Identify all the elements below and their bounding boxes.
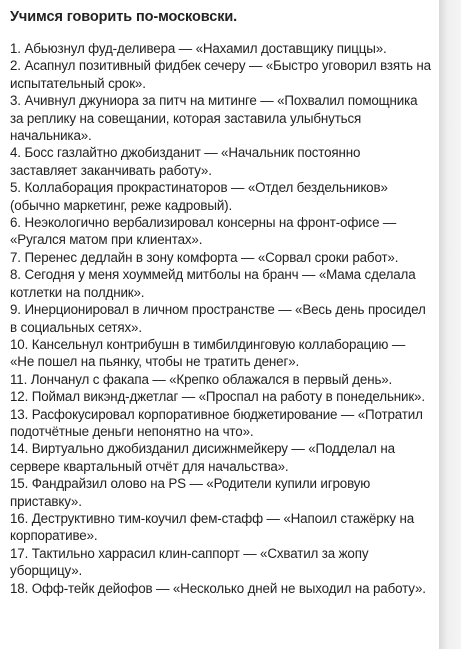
list-item: 12. Поймал викэнд-джетлаг — «Проспал на работу в понедельник». xyxy=(10,389,425,405)
page-edge-shadow xyxy=(439,0,461,649)
list-item: 6. Неэкологично вербализировал консерны на фронт-офисе — «Ругался матом при клиентах». xyxy=(10,215,397,248)
list-item: 10. Кансельнул контрибушн в тимбилдинговую коллаборацию — «Не пошел на пьянку, чтобы не тратить денег». xyxy=(10,336,406,370)
list-item: 14. Виртуально джобизданил дисижнмейкеру — «Подделал на сервере квартальный отчёт для начальства». xyxy=(10,441,395,474)
list-item: 5. Коллаборация прокрастинаторов — «Отдел бездельников» (обычно маркетинг, реже кадровый). xyxy=(10,180,388,213)
list-item: 18. Офф-тейк дейофов — «Несколько дней не выходил на работу». xyxy=(10,580,426,596)
list-item: 4. Босс газлайтно джобизданит — «Начальник постоянно заставляет заканчивать работу». xyxy=(10,145,361,178)
list-item: 11. Лончанул с факапа — «Крепко облажался в первый день». xyxy=(10,371,393,387)
list-item: 8. Сегодня у меня хоуммейд митболы на бранч — «Мама сделала котлетки на полдник». xyxy=(10,267,416,300)
list-item: 7. Перенес дедлайн в зону комфорта — «Сорвал сроки работ». xyxy=(10,249,399,265)
list-item: 15. Фандрайзил олово на PS — «Родители купили игровую приставку». xyxy=(10,476,371,509)
list-item: 3. Ачивнул джуниора за питч на митинге — «Похвалил помощника за реплику на совещании, которая заставила улыбнуться начальника». xyxy=(10,93,418,144)
phrase-list xyxy=(10,40,431,597)
list-item: 17. Тактильно харрасил клин-саппорт — «Схватил за жопу уборщицу». xyxy=(10,545,369,579)
list-item: 16. Деструктивно тим-коучил фем-стафф — «Напоил стажёрку на корпоративе». xyxy=(10,510,415,544)
list-item: 2. Асапнул позитивный фидбек сечеру — «Быстро уговорил взять на испытательный срок». xyxy=(10,58,431,91)
list-item: 13. Расфокусировал корпоративное бюджетирование — «Потратил подотчётные деньги непонятно на что». xyxy=(10,406,423,439)
list-item: 9. Инерционировал в личном пространстве — «Весь день просидел в социальных сетях». xyxy=(10,302,426,335)
document-title: Учимся говорить по-московски. xyxy=(10,9,238,25)
list-item: 1. Абьюзнул фуд-деливера — «Нахамил доставщику пиццы». xyxy=(10,41,387,56)
